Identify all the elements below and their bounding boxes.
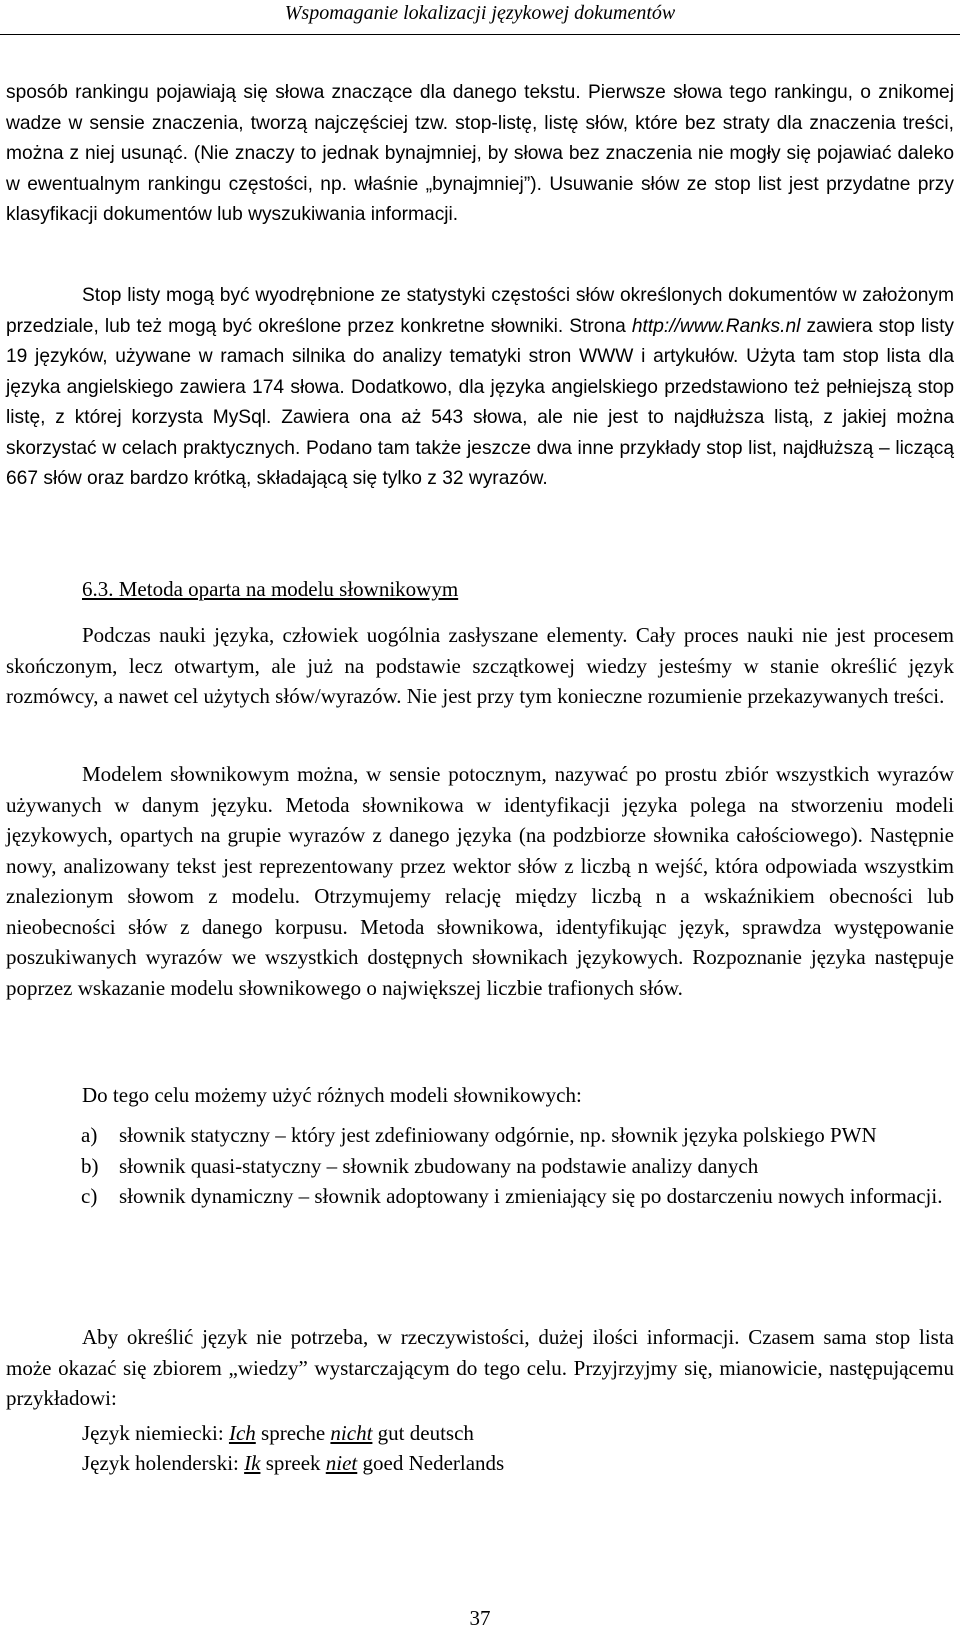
paragraph-models-intro: Do tego celu możemy użyć różnych modeli słownikowych: xyxy=(82,1083,582,1107)
paragraph-stop-list-sources xyxy=(6,281,954,495)
paragraph-example-intro: Aby określić język nie potrzeba, w rzeczywistości, dużej ilości informacji. Czasem sama stop lista może okazać się zbiorem „wiedzy” wystarczającym do tego celu. Przyjrzyjmy się, mianowicie, następującemu przykładowi: xyxy=(6,1325,954,1410)
list-item xyxy=(6,1120,954,1151)
example-dutch xyxy=(82,1448,504,1478)
stop-word: niet xyxy=(325,1451,358,1475)
stop-word: nicht xyxy=(330,1421,373,1445)
example-german xyxy=(82,1418,474,1448)
example-label: Język holenderski: xyxy=(82,1451,245,1475)
paragraph-dictionary-model: Modelem słownikowym można, w sensie potocznym, nazywać po prostu zbiór wszystkich wyrazów używanych w danym języku. Metoda słownikowa w identyfikacji języka polega na stworzeniu modeli językowych, opartych na grupie wyrazów z danego języka (na podzbiorze słownika całościowego). Następnie nowy, analizowany tekst jest reprezentowany przez wektor słów z liczbą n wejść, która odpowiada wszystkim znalezionym słowom z modelu. Otrzymujemy relację między liczbą n a wskaźnikiem obecności lub nieobecności słów z danego korpusu. Metoda słownikowa, identyfikując język, sprawdza występowanie poszukiwanych wyrazów we wszystkich dostępnych słownikach językowych. Rozpoznanie języka następuje poprzez wskazanie modelu słownikowego o największej liczbie trafionych słów. xyxy=(6,762,954,1000)
running-header: Wspomaganie lokalizacji językowej dokumentów xyxy=(0,0,960,35)
list-item xyxy=(6,1181,954,1212)
page-number: 37 xyxy=(469,1606,491,1630)
list-item-text: słownik statyczny – który jest zdefiniowany odgórnie, np. słownik języka polskiego PWN xyxy=(119,1123,877,1147)
paragraph-text: zawiera stop listy 19 języków, używane w ramach silnika do analizy tematyki stron WWW i artykułów. Użyta tam stop lista dla języka angielskiego zawiera 174 słowa. Dodatkowo, dla języka angielskiego przedstawiono też pełniejszą stop listę, z której korzysta MySql. Zawiera ona aż 543 słowa, ale nie jest to najdłuższa listą, z jakiej można skorzystać w celach praktycznych. Podano tam także jeszcze dwa inne przykłady stop list, najdłuższą – liczącą 667 słów oraz bardzo krótką, składającą się tylko z 32 wyrazów. xyxy=(6,315,955,489)
example-text: spreek xyxy=(260,1451,326,1475)
list-item xyxy=(6,1151,954,1182)
list-marker: a) xyxy=(81,1123,98,1147)
paragraph-text: Stop listy mogą być wyodrębnione ze statystyki częstości słów określonych dokumentów w założonym przedziale, lub też mogą być określone przez konkretne słowniki. Strona xyxy=(6,285,954,337)
example-label: Język niemiecki: xyxy=(82,1421,229,1445)
section-heading: 6.3. Metoda oparta na modelu słownikowym xyxy=(82,577,459,601)
ranks-url: http://www.Ranks.nl xyxy=(631,315,801,337)
list-marker: b) xyxy=(81,1153,99,1178)
example-text: spreche xyxy=(255,1421,331,1445)
dictionary-model-list xyxy=(6,1120,954,1212)
list-marker: c) xyxy=(81,1184,98,1208)
stop-word: Ik xyxy=(244,1451,261,1475)
stop-word: Ich xyxy=(228,1421,256,1445)
list-item-text: słownik quasi-statyczny – słownik zbudowany na podstawie analizy danych xyxy=(119,1153,759,1178)
paragraph-language-learning: Podczas nauki języka, człowiek uogólnia zasłyszane elementy. Cały proces nauki nie jest procesem skończonym, lecz otwartym, ale już na podstawie szczątkowej wiedzy jesteśmy w stanie określić język rozmówcy, a nawet cel użytych słów/wyrazów. Nie jest przy tym konieczne rozumienie przekazywanych treści. xyxy=(6,623,954,708)
example-text: goed Nederlands xyxy=(357,1451,505,1475)
example-text: gut deutsch xyxy=(372,1421,474,1445)
list-item-text: słownik dynamiczny – słownik adoptowany i zmieniający się po dostarczeniu nowych informacji. xyxy=(119,1184,943,1208)
paragraph-stop-list-intro: sposób rankingu pojawiają się słowa znaczące dla danego tekstu. Pierwsze słowa tego rankingu, o znikomej wadze w sensie znaczenia, tworzą najczęściej tzw. stop-listę, listę słów, które bez straty dla znaczenia treści, można z niej usunąć. (Nie znaczy to jednak bynajmniej, by słowa bez znaczenia nie mogły się pojawiać daleko w ewentualnym rankingu częstości, np. właśnie „bynajmniej”). Usuwanie słów ze stop list jest przydatne przy klasyfikacji dokumentów lub wyszukiwania informacji. xyxy=(6,82,954,225)
